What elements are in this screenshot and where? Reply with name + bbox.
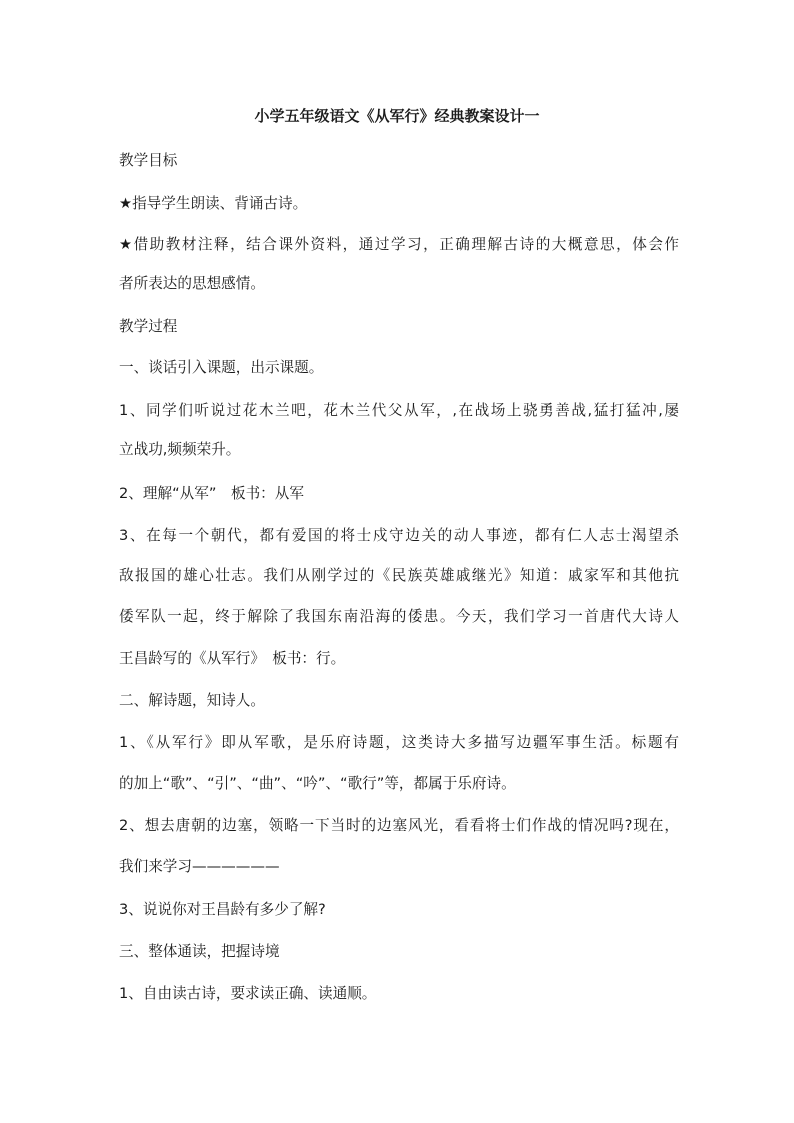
section-two-item-1-line-1: 1、《从军行》即从军歌，是乐府诗题，这类诗大多描写边疆军事生活。标题有	[119, 734, 679, 751]
goal-item-1: ★指导学生朗读、背诵古诗。	[119, 195, 308, 212]
paragraph-3-line-3: 倭军队一起，终于解除了我国东南沿海的倭患。今天，我们学习一首唐代大诗人	[119, 608, 679, 625]
section-two-item-2-line-1: 2、想去唐朝的边塞，领略一下当时的边塞风光，看看将士们作战的情况吗?现在，	[119, 817, 679, 834]
paragraph-1-line-1: 1、同学们听说过花木兰吧，花木兰代父从军，,在战场上骁勇善战,猛打猛冲,屡	[119, 402, 679, 419]
section-one-heading: 一、谈话引入课题，出示课题。	[119, 359, 324, 376]
paragraph-3-line-1: 3、在每一个朝代，都有爱国的将士戍守边关的动人事迹，都有仁人志士渴望杀	[119, 527, 679, 544]
paragraph-1-line-2: 立战功,频频荣升。	[119, 441, 241, 458]
section-three-item-1: 1、自由读古诗，要求读正确、读通顺。	[119, 985, 377, 1002]
goal-item-2-line-1: ★借助教材注释，结合课外资料，通过学习，正确理解古诗的大概意思，体会作	[119, 236, 679, 253]
document-title: 小学五年级语文《从军行》经典教案设计一	[254, 107, 540, 125]
paragraph-3-line-2: 敌报国的雄心壮志。我们从刚学过的《民族英雄戚继光》知道：戚家军和其他抗	[119, 567, 679, 584]
heading-teaching-goals: 教学目标	[119, 152, 178, 169]
section-two-item-3: 3、说说你对王昌龄有多少了解?	[119, 901, 326, 918]
paragraph-2: 2、理解“从军” 板书：从军	[119, 485, 304, 502]
section-three-heading: 三、整体通读，把握诗境	[119, 943, 280, 960]
section-two-item-1-line-2: 的加上“歌”、“引”、“曲”、“吟”、“歌行”等，都属于乐府诗。	[119, 775, 516, 792]
section-two-heading: 二、解诗题，知诗人。	[119, 692, 265, 709]
section-two-item-2-line-2: 我们来学习——————	[119, 858, 280, 875]
heading-teaching-process: 教学过程	[119, 318, 178, 335]
paragraph-3-line-4: 王昌龄写的《从军行》 板书：行。	[119, 650, 346, 667]
goal-item-2-line-2: 者所表达的思想感情。	[119, 275, 265, 292]
